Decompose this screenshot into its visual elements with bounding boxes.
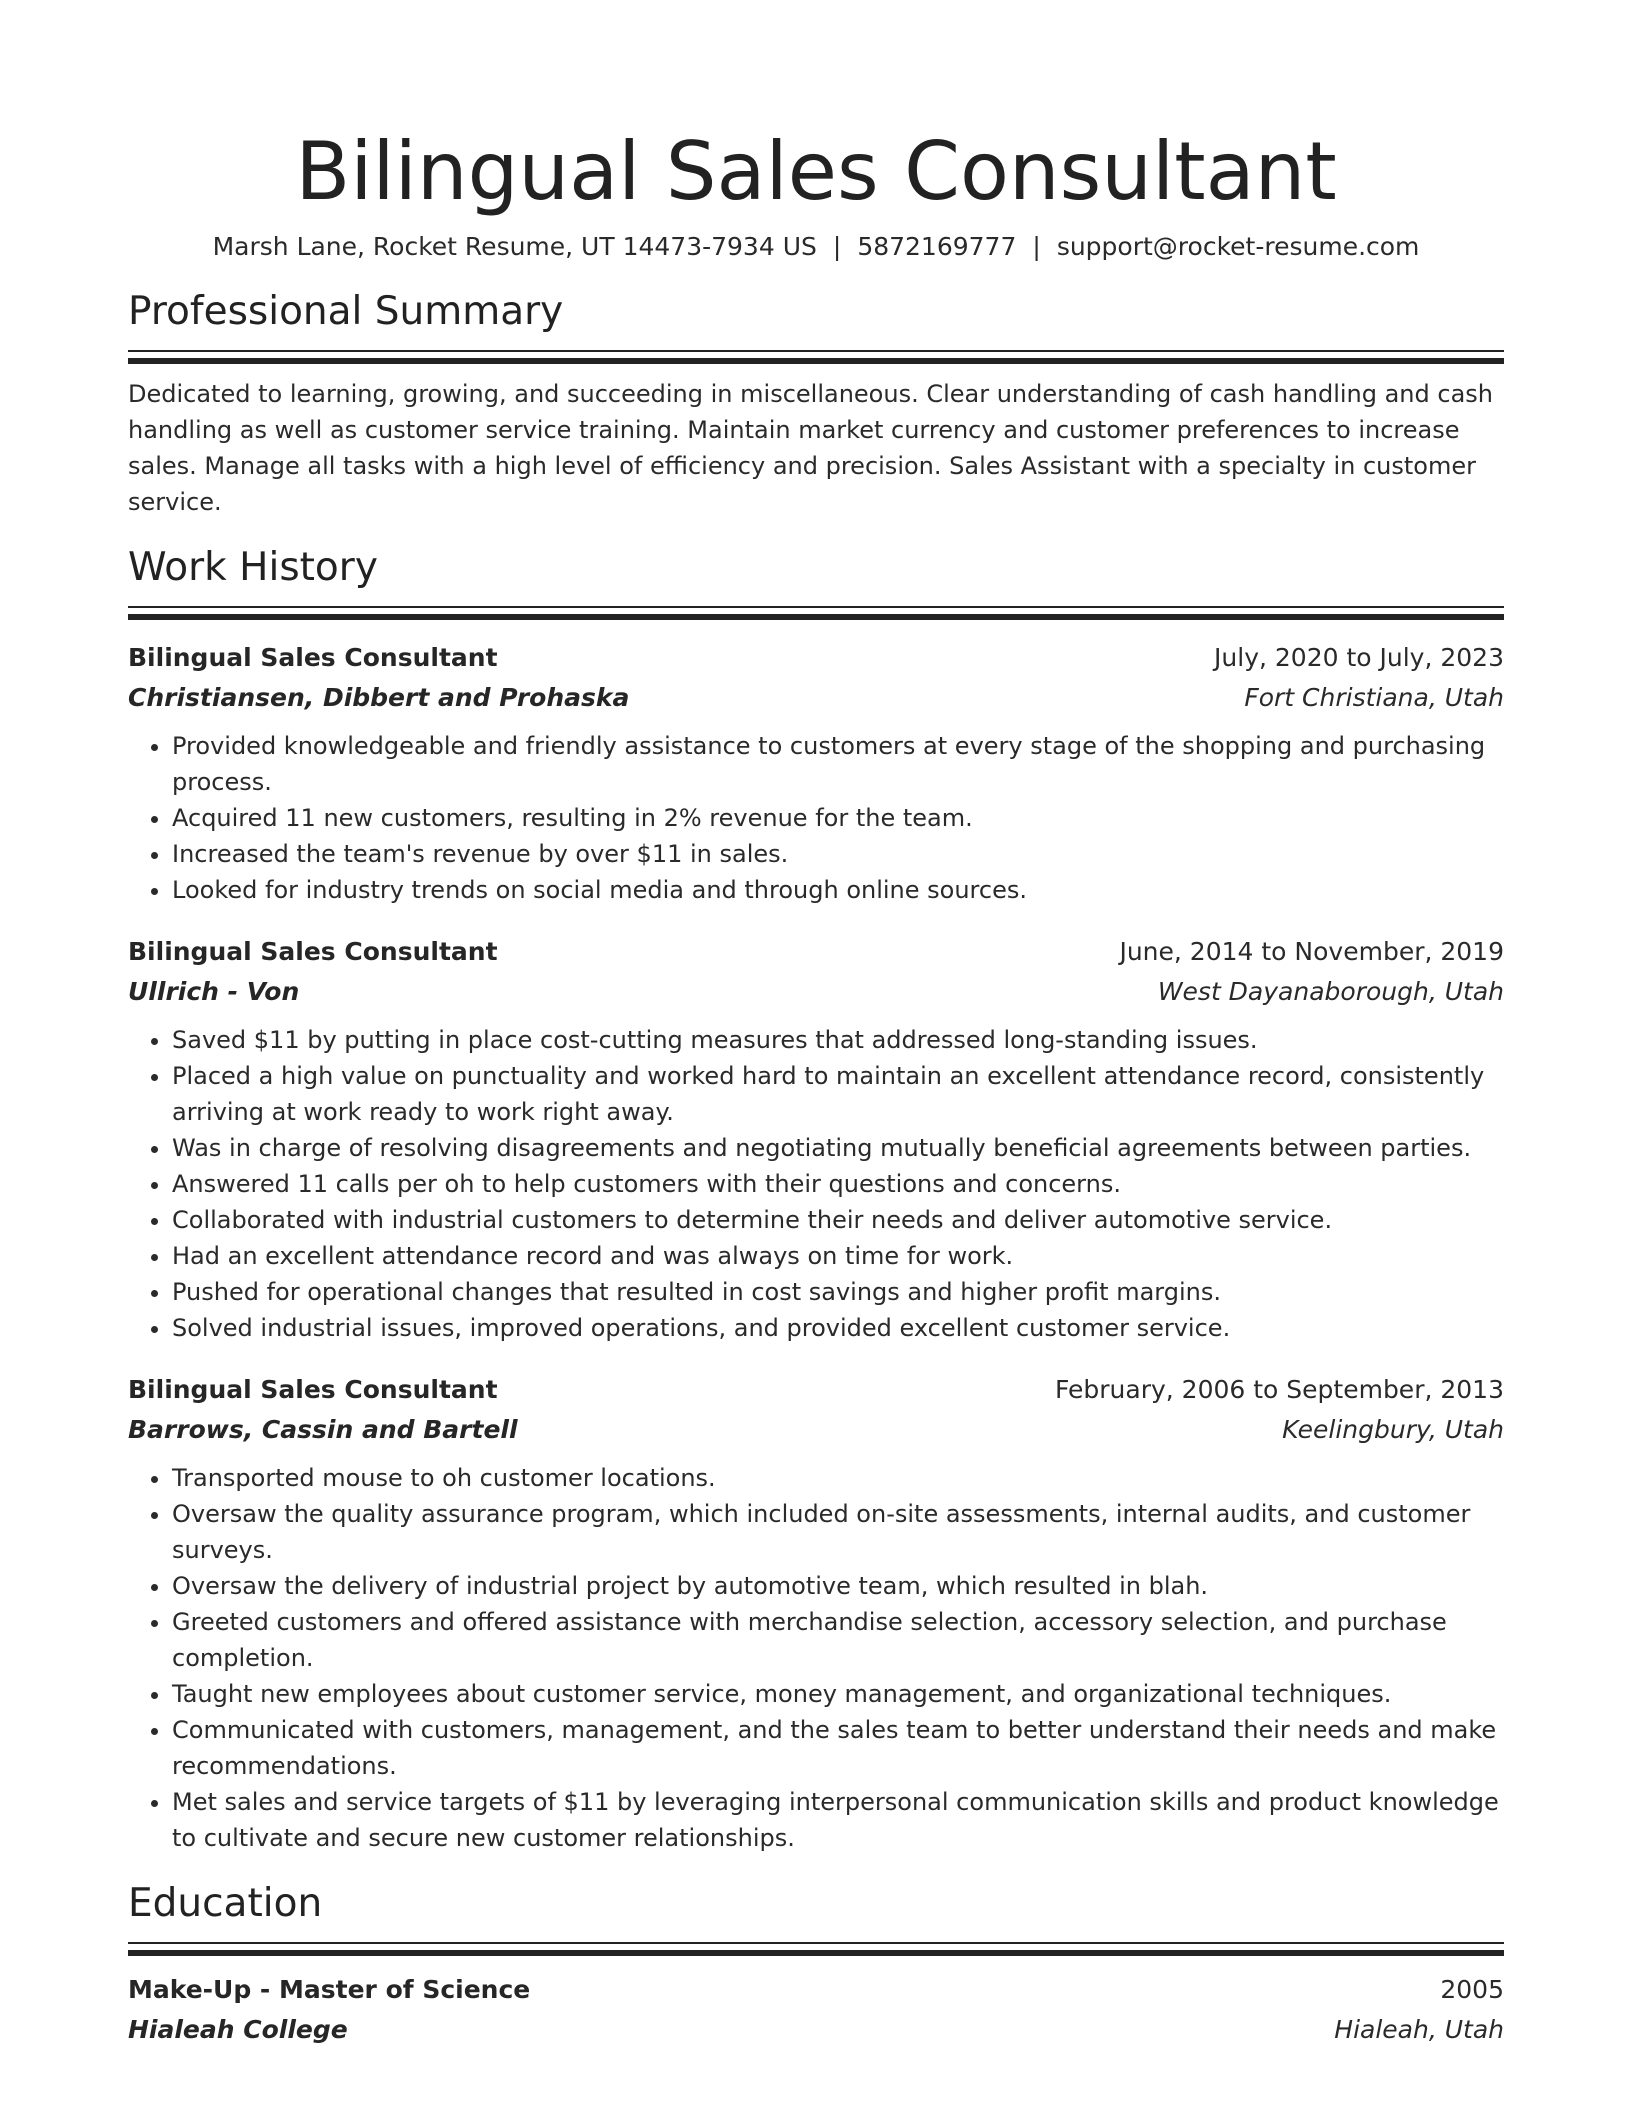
education-entry (128, 1970, 1504, 2050)
job-bullet: • Solved industrial issues, improved operations, and provided excellent customer service. (172, 1310, 1504, 1346)
education-location: Hialeah, Utah (1334, 2015, 1504, 2044)
summary-section (128, 286, 1504, 520)
job-title: Bilingual Sales Consultant (128, 643, 498, 672)
job-bullet: • Answered 11 calls per oh to help customers with their questions and concerns. (172, 1166, 1504, 1202)
job-dates: June, 2014 to November, 2019 (1119, 937, 1504, 966)
section-divider (128, 350, 1504, 364)
job-entry (128, 638, 1504, 908)
job-bullet: • Increased the team's revenue by over $11 in sales. (172, 836, 1504, 872)
job-bullet: • Greeted customers and offered assistance with merchandise selection, accessory selection, and purchase completion. (172, 1604, 1504, 1676)
job-company: Ullrich - Von (128, 977, 300, 1006)
job-bullet: • Saved $11 by putting in place cost-cutting measures that addressed long-standing issues. (172, 1022, 1504, 1058)
education-school: Hialeah College (128, 2015, 348, 2044)
contact-address: Marsh Lane, Rocket Resume, UT 14473-7934 US (212, 232, 817, 261)
job-bullet: • Transported mouse to oh customer locations. (172, 1460, 1504, 1496)
job-company: Christiansen, Dibbert and Prohaska (128, 683, 630, 712)
job-bullet: • Was in charge of resolving disagreements and negotiating mutually beneficial agreements between parties. (172, 1130, 1504, 1166)
job-title: Bilingual Sales Consultant (128, 1375, 498, 1404)
summary-heading: Professional Summary (128, 289, 564, 334)
job-bullet: • Met sales and service targets of $11 by leveraging interpersonal communication skills and product knowledge to cultivate and secure new customer relationships. (172, 1784, 1504, 1856)
job-bullet: • Collaborated with industrial customers to determine their needs and deliver automotive service. (172, 1202, 1504, 1238)
job-entry (128, 1370, 1504, 1856)
contact-separator: | (1032, 232, 1041, 261)
section-divider (128, 1942, 1504, 1956)
work-history-section (128, 542, 1504, 1856)
contact-separator: | (832, 232, 842, 261)
education-section (128, 1878, 1504, 2050)
resume-name: Bilingual Sales Consultant (295, 125, 1337, 218)
job-bullets (128, 1460, 1504, 1856)
job-bullet: • Oversaw the delivery of industrial project by automotive team, which resulted in blah. (172, 1568, 1504, 1604)
job-location: West Dayanaborough, Utah (1157, 977, 1504, 1006)
contact-phone: 5872169777 (857, 232, 1017, 261)
job-title: Bilingual Sales Consultant (128, 937, 498, 966)
job-location: Fort Christiana, Utah (1244, 683, 1504, 712)
job-bullet: • Placed a high value on punctuality and worked hard to maintain an excellent attendance record, consistently arriving at work ready to work right away. (172, 1058, 1504, 1130)
education-degree: Make-Up - Master of Science (128, 1975, 531, 2004)
job-company: Barrows, Cassin and Bartell (128, 1415, 518, 1444)
job-dates: February, 2006 to September, 2013 (1055, 1375, 1504, 1404)
job-bullet: • Provided knowledgeable and friendly assistance to customers at every stage of the shopping and purchasing process. (172, 728, 1504, 800)
job-bullet: • Taught new employees about customer service, money management, and organizational techniques. (172, 1676, 1504, 1712)
job-bullet: • Acquired 11 new customers, resulting in 2% revenue for the team. (172, 800, 1504, 836)
job-bullets (128, 1022, 1504, 1346)
job-entry (128, 932, 1504, 1346)
job-dates: July, 2020 to July, 2023 (1214, 643, 1504, 672)
job-location: Keelingbury, Utah (1282, 1415, 1504, 1444)
job-bullets (128, 728, 1504, 908)
resume-page (128, 0, 1504, 2050)
work-history-heading: Work History (128, 545, 378, 590)
contact-email: support@rocket-resume.com (1056, 232, 1420, 261)
education-year: 2005 (1440, 1975, 1504, 2004)
education-heading: Education (128, 1881, 323, 1926)
job-bullet: • Had an excellent attendance record and was always on time for work. (172, 1238, 1504, 1274)
job-bullet: • Looked for industry trends on social media and through online sources. (172, 872, 1504, 908)
section-divider (128, 606, 1504, 620)
contact-line (128, 230, 1504, 264)
job-bullet: • Oversaw the quality assurance program, which included on-site assessments, internal audits, and customer surveys. (172, 1496, 1504, 1568)
job-bullet: • Pushed for operational changes that resulted in cost savings and higher profit margins. (172, 1274, 1504, 1310)
job-bullet: • Communicated with customers, management, and the sales team to better understand their needs and make recommendations. (172, 1712, 1504, 1784)
summary-text: Dedicated to learning, growing, and succeeding in miscellaneous. Clear understanding of cash handling and cash handling as well as customer service training. Maintain market currency and customer preferences to increase sales. Manage all tasks with a high level of efficiency and precision. Sales Assistant with a specialty in customer service. (128, 380, 1493, 516)
